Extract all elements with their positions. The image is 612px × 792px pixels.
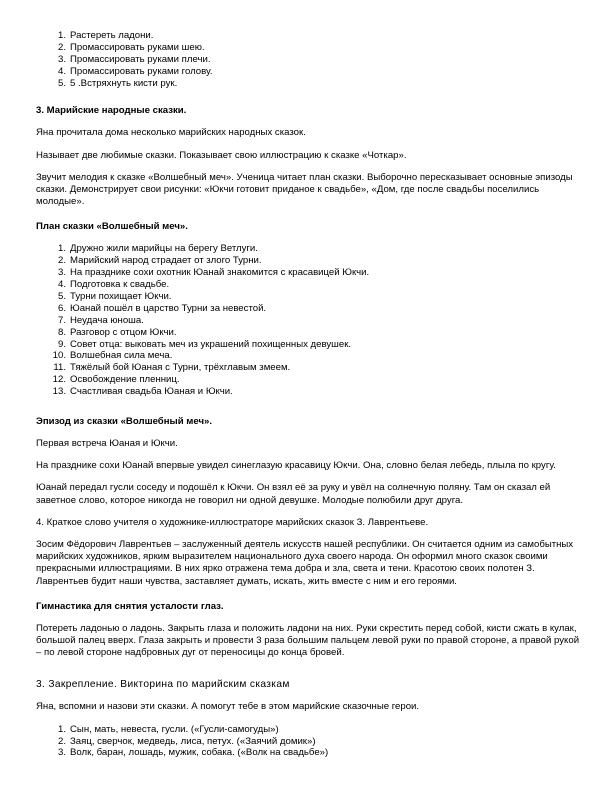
paragraph: Первая встреча Юаная и Юкчи. (36, 438, 178, 450)
list-item: 3 . Волк, баран, лошадь, мужик, собака. («Волк на свадьбе») (36, 747, 581, 759)
section-heading: Эпизод из сказки «Волшебный меч». (36, 416, 213, 428)
section-heading: План сказки «Волшебный меч». (36, 221, 188, 233)
list-item: 7 . Неудача юноша. (36, 315, 581, 327)
paragraph: Юанай передал гусли соседу и подошёл к Юкчи. Он взял её за руку и увёл на солнечную поляну. Там он сказал ей заветное слово, которое никогда не говорил ни одной девушке. Молодые полюбили друг друга. (36, 482, 551, 506)
list-item: 1 . Сын, мать, невеста, гусли. («Гусли-самогуды») (36, 724, 581, 736)
list-item: 12 . Освобождение пленниц. (36, 374, 581, 386)
list-item: 9 . Совет отца: выковать меч из украшений похищенных девушек. (36, 339, 581, 351)
section-heading: 3. Закрепление. Викторина по марийским сказкам (36, 679, 290, 691)
list-item: 2 . Марийский народ страдает от злого Турни. (36, 255, 581, 267)
list-item: 2 . Заяц, сверчок, медведь, лиса, петух. («Заячий домик») (36, 736, 581, 748)
list-item: 3 . Промассировать руками плечи. (36, 54, 581, 66)
list-item: 11 . Тяжёлый бой Юаная с Турни, трёхглавым змеем. (36, 362, 581, 374)
list-item: 10 . Волшебная сила меча. (36, 350, 581, 362)
list-item: 6 . Юанай пошёл в царство Турни за невестой. (36, 303, 581, 315)
quiz-list (36, 724, 581, 760)
paragraph: Потереть ладонью о ладонь. Закрыть глаза и положить ладони на них. Руки скрестить перед собой, кисти сжать в кулак, большой палец вверх. Глаза закрыть и провести 3 раза большим пальцем левой руки по правой стороне, а правой рукой – по левой стороне надбровных дуг от переносицы до конца бровей. (36, 622, 580, 659)
list-item: 5 . 5 .Встряхнуть кисти рук. (36, 78, 581, 90)
paragraph: 4. Краткое слово учителя о художнике-иллюстраторе марийских сказок З. Лаврентьеве. (36, 516, 429, 528)
list-item: 1 . Растереть ладони. (36, 30, 581, 42)
list-item: 3 . На празднике сохи охотник Юанай знакомится с красавицей Юкчи. (36, 267, 581, 279)
section-heading: 3. Марийские народные сказки. (36, 105, 187, 117)
plan-list (36, 243, 581, 398)
paragraph: Яна прочитала дома несколько марийских народных сказок. (36, 127, 306, 139)
document-page (36, 30, 581, 759)
paragraph: Яна, вспомни и назови эти сказки. А помогут тебе в этом марийские сказочные герои. (36, 701, 420, 713)
list-item: 5 . Турни похищает Юкчи. (36, 291, 581, 303)
list-item: 8 . Разговор с отцом Юкчи. (36, 327, 581, 339)
exercise-list (36, 30, 581, 89)
list-item: 2 . Промассировать руками шею. (36, 42, 581, 54)
list-item: 4 . Промассировать руками голову. (36, 66, 581, 78)
paragraph: На празднике сохи Юанай впервые увидел синеглазую красавицу Юкчи. Она, словно белая лебедь, плыла по кругу. (36, 460, 556, 472)
paragraph: Называет две любимые сказки. Показывает свою иллюстрацию к сказке «Чоткар». (36, 149, 407, 161)
list-item: 1 . Дружно жили марийцы на берегу Ветлуги. (36, 243, 581, 255)
list-item: 4 . Подготовка к свадьбе. (36, 279, 581, 291)
paragraph: Зосим Фёдорович Лаврентьев – заслуженный деятель искусств нашей республики. Он считается одним из самобытных марийских художников, ярким выразителем национального духа своего народа. Он оформил много сказок своими прекрасными иллюстрациями. В них ярко отражена тема добра и зла, света и тени. Красотою своих полотен З. Лаврентьев будит наши чувства, заставляет думать, искать, жить вместе с ним и его героями. (36, 539, 574, 587)
paragraph: Звучит мелодия к сказке «Волшебный меч». Ученица читает план сказки. Выборочно пересказывает основные эпизоды сказки. Демонстрирует свои рисунки: «Юкчи готовит приданое к свадьбе», «Дом, где после свадьбы поселились молодые». (36, 171, 573, 208)
section-heading: Гимнастика для снятия усталости глаз. (36, 600, 224, 612)
list-item: 13 . Счастливая свадьба Юаная и Юкчи. (36, 386, 581, 398)
